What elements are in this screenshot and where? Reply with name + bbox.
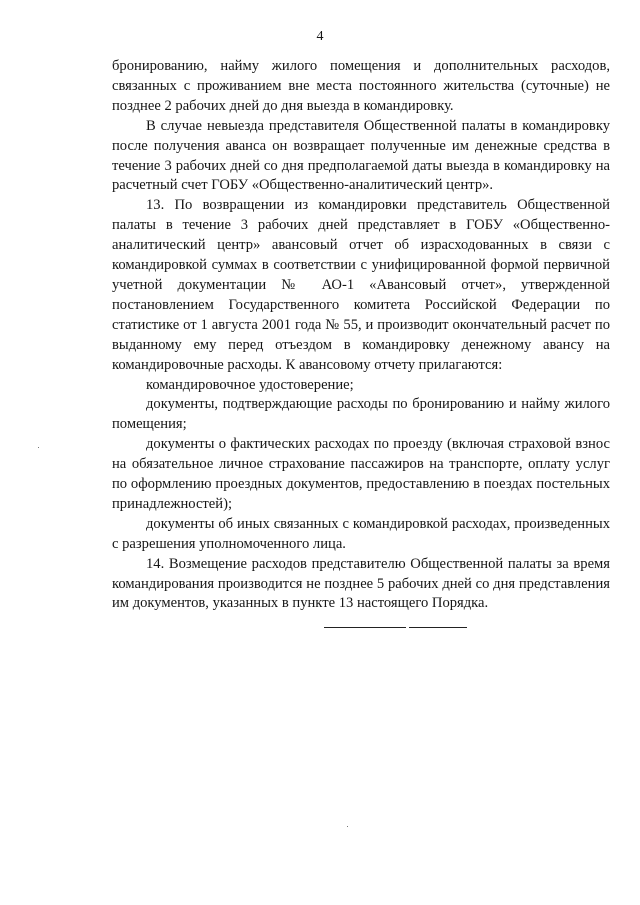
paragraph-item-13: 13. По возвращении из командировки представитель Общественной палаты в течение 3 рабочих дней представляет в ГОБУ «Общественно-аналитический центр» авансовый отчет об израсходованных в связи с командировкой суммах в соответствии с унифицированной формой первичной учетной документации № АО-1 «Авансовый отчет», утвержденной постановлением Государственного комитета Российской Федерации по статистике от 1 августа 2001 года № 55, и производит окончательный расчет по выданному ему перед отъездом в командировку денежному авансу на командировочные расходы. К авансовому отчету прилагаются: — [112, 197, 610, 373]
end-line-segment — [324, 627, 406, 628]
list-item-travel-expense-documents: документы о фактических расходах по проезду (включая страховой взнос на обязательное личное страхование пассажиров на транспорте, оплату услуг по оформлению проездных документов, предоставлению в поездах постельных принадлежностей); — [112, 436, 610, 512]
paragraph-non-departure: В случае невыезда представителя Общественной палаты в командировку после получения аванса он возвращает полученные им денежные средства в течение 3 рабочих дней со дня предполагаемой даты выезда в командировку на расчетный счет ГОБУ «Общественно-аналитический центр». — [112, 117, 610, 194]
list-item-other-expense-documents: документы об иных связанных с командировкой расходах, произведенных с разрешения уполномоченного лица. — [112, 515, 610, 552]
scan-speck — [38, 447, 39, 448]
document-body — [112, 57, 610, 628]
list-item-travel-certificate: командировочное удостоверение; — [146, 376, 354, 393]
end-of-text-line — [180, 627, 610, 628]
paragraph-item-14: 14. Возмещение расходов представителю Общественной палаты за время командирования производится не позднее 5 рабочих дней со дня представления им документов, указанных в пункте 13 настоящего Порядка. — [112, 555, 610, 612]
end-line-segment — [409, 627, 467, 628]
list-item-accommodation-documents: документы, подтверждающие расходы по бронированию и найму жилого помещения; — [112, 396, 610, 433]
scan-speck — [347, 826, 348, 827]
paragraph-continuation: бронированию, найму жилого помещения и дополнительных расходов, связанных с проживанием вне места постоянного жительства (суточные) не позднее 2 рабочих дней до дня выезда в командировку. — [112, 58, 610, 114]
page-number: 4 — [316, 29, 324, 44]
